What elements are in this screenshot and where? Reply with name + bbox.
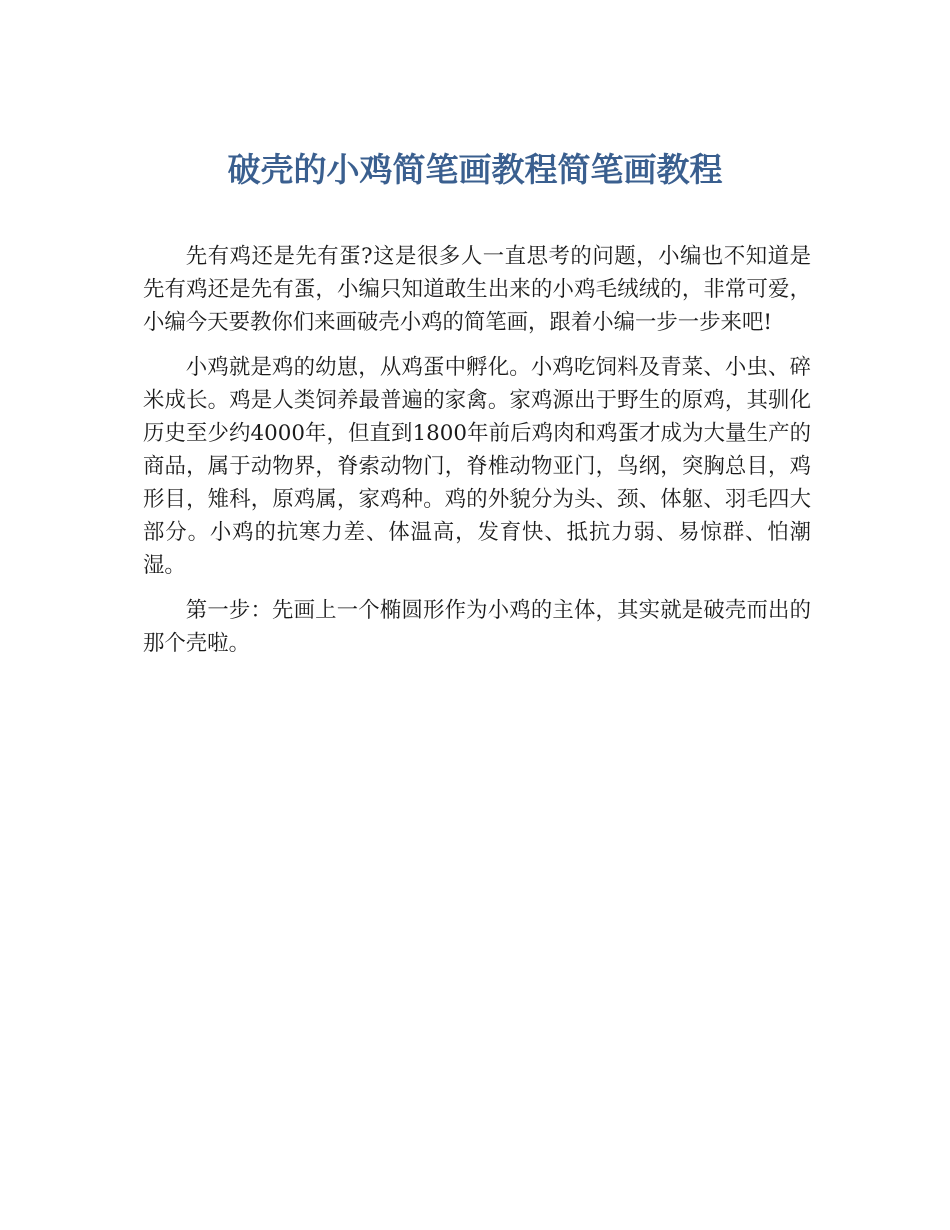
paragraph-chick-facts: 小鸡就是鸡的幼崽，从鸡蛋中孵化。小鸡吃饲料及青菜、小虫、碎米成长。鸡是人类饲养最普遍的家禽。家鸡源出于野生的原鸡，其驯化历史至少约4000年，但直到1800年前后鸡肉和鸡蛋才成为大量生产的商品，属于动物界，脊索动物门，脊椎动物亚门，鸟纲，突胸总目，鸡形目，雉科，原鸡属，家鸡种。鸡的外貌分为头、颈、体躯、羽毛四大部分。小鸡的抗寒力差、体温高，发育快、抵抗力弱、易惊群、怕潮湿。 <box>143 355 811 578</box>
document-title: 破壳的小鸡简笔画教程简笔画教程 <box>227 150 723 189</box>
paragraph-intro: 先有鸡还是先有蛋?这是很多人一直思考的问题，小编也不知道是先有鸡还是先有蛋，小编只知道敢生出来的小鸡毛绒绒的，非常可爱，小编今天要教你们来画破壳小鸡的简笔画，跟着小编一步一步来吧! <box>143 244 811 335</box>
paragraph-step-one: 第一步：先画上一个椭圆形作为小鸡的主体，其实就是破壳而出的那个壳啦。 <box>143 598 811 656</box>
document-body <box>143 240 811 672</box>
